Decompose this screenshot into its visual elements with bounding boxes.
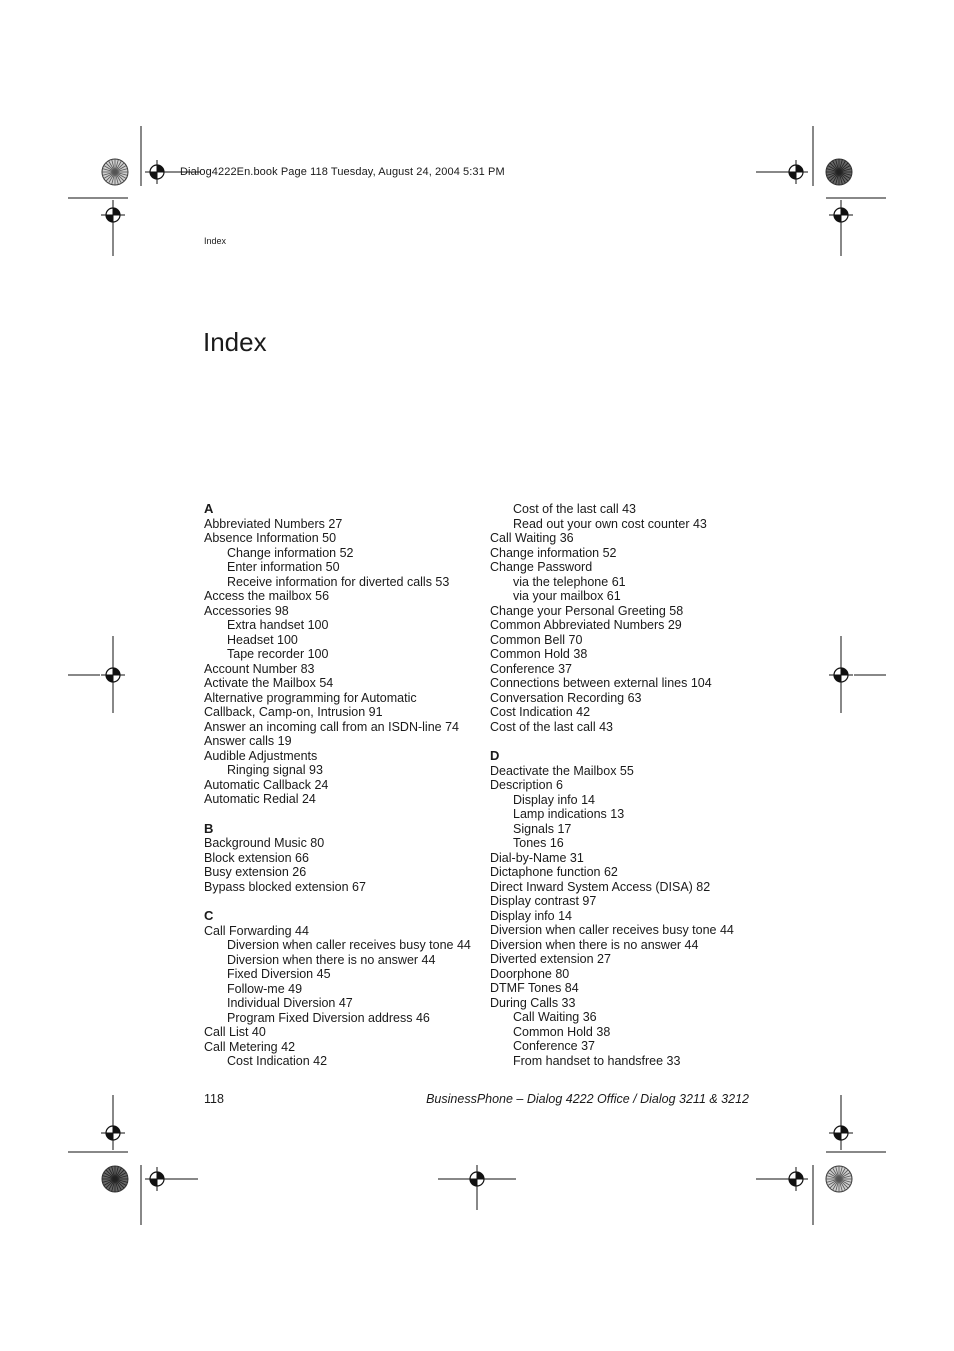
index-entry: Account Number 83 <box>204 661 315 676</box>
index-entry: Diverted extension 27 <box>490 952 611 966</box>
registration-mark-fill <box>150 1179 157 1186</box>
index-subentry: via your mailbox 61 <box>513 589 621 603</box>
running-head: Index <box>204 236 227 246</box>
registration-mark-fill <box>796 165 803 172</box>
registration-mark-fill <box>470 1179 477 1186</box>
index-entry: Description 6 <box>490 778 563 792</box>
registration-mark-fill <box>789 1179 796 1186</box>
index-entry: Conference 37 <box>490 661 573 676</box>
index-subentry: Fixed Diversion 45 <box>227 967 331 981</box>
registration-mark-fill <box>157 165 164 172</box>
index-column-left <box>204 502 484 1069</box>
index-entry: Common Bell 70 <box>490 632 583 647</box>
page-number: 118 <box>204 1092 224 1106</box>
index-entry: Call Waiting 36 <box>490 531 574 545</box>
index-section-letter: A <box>204 501 214 516</box>
index-entry: Background Music 80 <box>204 836 325 850</box>
registration-mark-fill <box>477 1172 484 1179</box>
index-section-letter: B <box>204 820 214 836</box>
section-gap <box>490 734 770 749</box>
index-entry: Common Hold 38 <box>490 647 588 661</box>
index-section <box>490 502 770 734</box>
index-entry: Automatic Callback 24 <box>204 777 329 792</box>
index-entry: Call Metering 42 <box>204 1039 296 1054</box>
index-subentry: via the telephone 61 <box>513 574 626 589</box>
registration-mark-fill <box>841 208 848 215</box>
index-entry: Diversion when there is no answer 44 <box>490 937 699 952</box>
index-entry: Audible Adjustments <box>204 748 318 763</box>
index-entry: Direct Inward System Access (DISA) 82 <box>490 879 711 894</box>
index-section <box>490 749 770 1068</box>
section-gap <box>204 807 484 822</box>
index-entry: Deactivate the Mailbox 55 <box>490 763 634 778</box>
index-entry: Display info 14 <box>490 908 572 923</box>
index-entry: Alternative programming for Automatic <box>204 690 417 705</box>
index-entry: Common Abbreviated Numbers 29 <box>490 618 682 632</box>
registration-mark-fill <box>106 675 113 682</box>
index-subentry: Call Waiting 36 <box>513 1010 597 1024</box>
registration-mark-fill <box>106 215 113 222</box>
index-entry: Call List 40 <box>204 1025 266 1039</box>
index-section <box>204 822 484 895</box>
index-subentry: Receive information for diverted calls 53 <box>227 574 450 589</box>
index-subentry: Follow-me 49 <box>227 981 303 996</box>
registration-mark-fill <box>113 1126 120 1133</box>
index-entry: Busy extension 26 <box>204 865 307 879</box>
index-subentry: Extra handset 100 <box>227 618 329 632</box>
index-entry: DTMF Tones 84 <box>490 981 579 995</box>
index-entry: Answer an incoming call from an ISDN-line 74 <box>204 719 459 734</box>
index-subentry: Tape recorder 100 <box>227 647 329 661</box>
index-column-right <box>490 502 770 1068</box>
index-entry: Access the mailbox 56 <box>204 589 330 603</box>
index-entry: Absence Information 50 <box>204 531 337 545</box>
index-subentry: Program Fixed Diversion address 46 <box>227 1010 430 1025</box>
registration-mark-fill <box>834 215 841 222</box>
index-entry: Connections between external lines 104 <box>490 676 712 690</box>
index-entry: Block extension 66 <box>204 850 309 865</box>
index-entry: Cost of the last call 43 <box>490 719 613 734</box>
index-entry: Dictaphone function 62 <box>490 865 618 879</box>
registration-mark-fill <box>157 1172 164 1179</box>
index-subentry: Headset 100 <box>227 632 298 647</box>
index-subentry: Cost Indication 42 <box>227 1054 328 1068</box>
registration-mark-fill <box>106 1133 113 1140</box>
index-entry: Change your Personal Greeting 58 <box>490 603 684 618</box>
index-subentry: Common Hold 38 <box>513 1024 611 1039</box>
index-entry: Answer calls 19 <box>204 734 292 748</box>
index-entry: Activate the Mailbox 54 <box>204 676 334 690</box>
index-section-letter: D <box>490 748 500 763</box>
registration-mark-fill <box>113 668 120 675</box>
index-subentry: Lamp indications 13 <box>513 807 625 821</box>
page-title: Index <box>203 327 267 357</box>
index-entry: Conversation Recording 63 <box>490 690 642 705</box>
registration-mark-fill <box>789 172 796 179</box>
index-subentry: Diversion when there is no answer 44 <box>227 952 436 967</box>
index-entry: Accessories 98 <box>204 603 289 618</box>
index-entry: Call Forwarding 44 <box>204 923 309 938</box>
index-subentry: Change information 52 <box>227 545 354 560</box>
registration-mark-fill <box>841 668 848 675</box>
index-subentry: Diversion when caller receives busy tone 44 <box>227 938 471 952</box>
index-entry: Dial-by-Name 31 <box>490 850 584 865</box>
index-subentry: From handset to handsfree 33 <box>513 1053 681 1068</box>
index-subentry: Read out your own cost counter 43 <box>513 516 707 531</box>
index-section <box>204 502 484 807</box>
index-entry: Bypass blocked extension 67 <box>204 879 366 894</box>
index-entry: Callback, Camp-on, Intrusion 91 <box>204 705 383 719</box>
index-entry: Cost Indication 42 <box>490 705 591 719</box>
registration-mark-fill <box>150 172 157 179</box>
index-subentry: Display info 14 <box>513 792 595 807</box>
index-subentry: Enter information 50 <box>227 560 340 574</box>
index-subentry: Ringing signal 93 <box>227 763 323 777</box>
registration-mark-fill <box>113 208 120 215</box>
index-section <box>204 909 484 1069</box>
index-entry: Abbreviated Numbers 27 <box>204 516 343 531</box>
index-entry: Change information 52 <box>490 545 617 560</box>
index-subentry: Tones 16 <box>513 836 564 850</box>
section-gap <box>204 894 484 909</box>
index-entry: Display contrast 97 <box>490 894 597 908</box>
index-subentry: Cost of the last call 43 <box>513 502 636 516</box>
index-subentry: Signals 17 <box>513 821 572 836</box>
registration-mark-fill <box>841 1126 848 1133</box>
index-entry: Diversion when caller receives busy tone 44 <box>490 923 734 937</box>
registration-mark-fill <box>796 1172 803 1179</box>
registration-mark-fill <box>834 1133 841 1140</box>
index-subentry: Conference 37 <box>513 1039 596 1053</box>
index-subentry: Individual Diversion 47 <box>227 996 353 1010</box>
index-entry: Automatic Redial 24 <box>204 792 316 806</box>
index-section-letter: C <box>204 908 214 923</box>
footer-book-title: BusinessPhone – Dialog 4222 Office / Dialog 3211 & 3212 <box>426 1092 749 1106</box>
index-entry: Change Password <box>490 560 593 574</box>
index-entry: Doorphone 80 <box>490 966 570 981</box>
index-entry: During Calls 33 <box>490 995 576 1010</box>
registration-mark-fill <box>834 675 841 682</box>
print-slug: Dialog4222En.book Page 118 Tuesday, August 24, 2004 5:31 PM <box>180 166 505 178</box>
